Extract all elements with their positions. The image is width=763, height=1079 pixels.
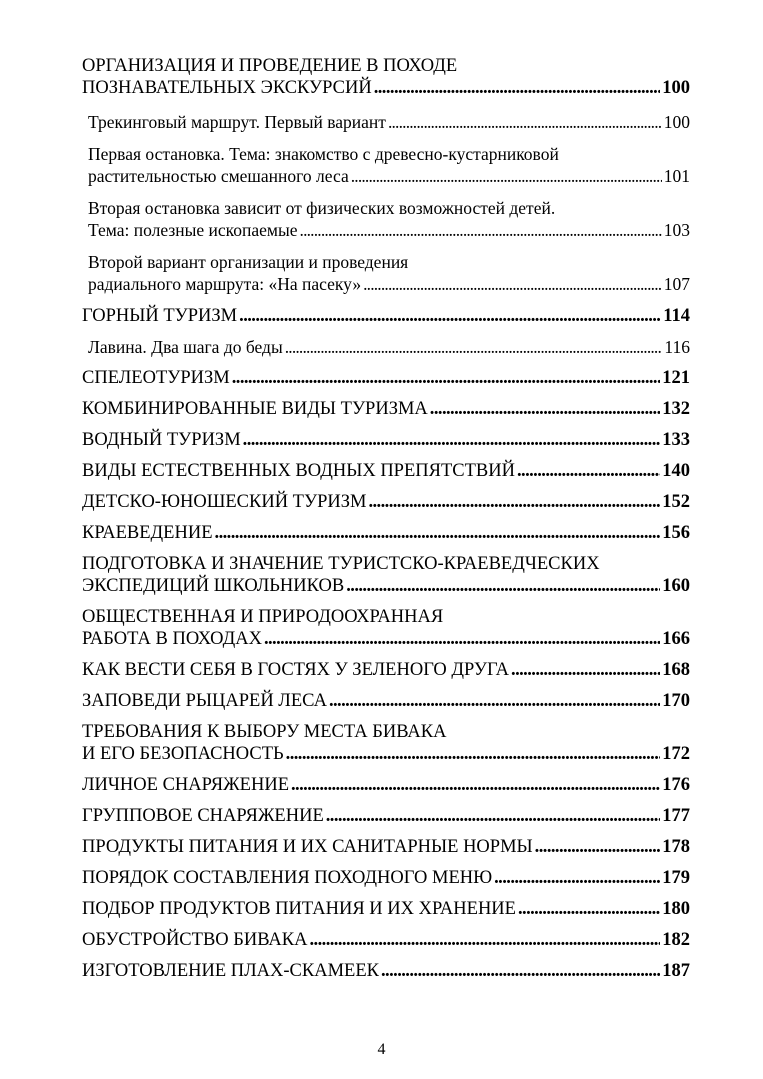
- dot-leader: [326, 805, 661, 827]
- toc-entry[interactable]: [82, 429, 690, 451]
- table-of-contents: [82, 55, 690, 982]
- toc-entry-title-line: Первая остановка. Тема: знакомство с древесно-кустарниковой: [88, 144, 559, 164]
- toc-page-number: 116: [664, 337, 690, 357]
- toc-page-number: 121: [662, 368, 690, 388]
- toc-entry-title: ЗАПОВЕДИ РЫЦАРЕЙ ЛЕСА: [82, 691, 327, 711]
- dot-leader: [388, 111, 662, 133]
- toc-entry-title: растительностью смешанного леса: [88, 166, 349, 186]
- toc-entry-title-line: Второй вариант организации и проведения: [88, 252, 409, 272]
- toc-entry[interactable]: [82, 659, 690, 681]
- dot-leader: [381, 960, 660, 982]
- toc-entry[interactable]: [82, 805, 690, 827]
- toc-entry-title: И ЕГО БЕЗОПАСНОСТЬ: [82, 744, 284, 764]
- toc-entry-title: ВОДНЫЙ ТУРИЗМ: [82, 430, 241, 450]
- toc-page-number: 103: [663, 220, 690, 240]
- dot-leader: [494, 867, 660, 889]
- toc-entry[interactable]: [82, 867, 690, 889]
- toc-entry[interactable]: [82, 305, 690, 327]
- toc-entry[interactable]: [82, 367, 690, 389]
- dot-leader: [215, 522, 661, 544]
- toc-subentry[interactable]: [82, 143, 690, 187]
- toc-subentry[interactable]: [82, 336, 690, 358]
- dot-leader: [368, 491, 660, 513]
- dot-leader: [430, 398, 660, 420]
- toc-page-number: 172: [662, 744, 690, 764]
- toc-entry-title-line: ПОДГОТОВКА И ЗНАЧЕНИЕ ТУРИСТСКО-КРАЕВЕДЧЕСКИХ: [82, 554, 600, 574]
- dot-leader: [346, 575, 660, 597]
- toc-entry-title: ПОЗНАВАТЕЛЬНЫХ ЭКСКУРСИЙ: [82, 78, 372, 98]
- dot-leader: [363, 273, 662, 295]
- toc-entry[interactable]: [82, 606, 690, 650]
- page-number: 4: [377, 1041, 386, 1058]
- dot-leader: [264, 628, 660, 650]
- toc-page-number: 152: [662, 492, 690, 512]
- toc-entry-title: ПОРЯДОК СОСТАВЛЕНИЯ ПОХОДНОГО МЕНЮ: [82, 868, 493, 888]
- toc-entry[interactable]: [82, 553, 690, 597]
- toc-page-number: 140: [662, 461, 690, 481]
- toc-subentry[interactable]: [82, 197, 690, 241]
- toc-entry[interactable]: [82, 491, 690, 513]
- toc-entry-title: ГОРНЫЙ ТУРИЗМ: [82, 306, 238, 326]
- toc-page-number: 170: [662, 691, 690, 711]
- toc-entry-title: КОМБИНИРОВАННЫЕ ВИДЫ ТУРИЗМА: [82, 399, 428, 419]
- toc-entry-title: ДЕТСКО-ЮНОШЕСКИЙ ТУРИЗМ: [82, 492, 367, 512]
- toc-page-number: 101: [663, 166, 690, 186]
- toc-entry-title-line: ОБЩЕСТВЕННАЯ И ПРИРОДООХРАННАЯ: [82, 607, 444, 627]
- toc-entry[interactable]: [82, 721, 690, 765]
- toc-entry-title: ПРОДУКТЫ ПИТАНИЯ И ИХ САНИТАРНЫЕ НОРМЫ: [82, 837, 533, 857]
- dot-leader: [232, 367, 661, 389]
- toc-entry-title-line: Вторая остановка зависит от физических возможностей детей.: [88, 198, 556, 218]
- dot-leader: [285, 336, 663, 358]
- toc-page-number: 182: [662, 930, 690, 950]
- toc-entry-title: ЭКСПЕДИЦИЙ ШКОЛЬНИКОВ: [82, 576, 345, 596]
- toc-page-number: 177: [662, 806, 690, 826]
- toc-entry-title: КРАЕВЕДЕНИЕ: [82, 523, 213, 543]
- dot-leader: [517, 460, 660, 482]
- toc-page-number: 132: [662, 399, 690, 419]
- dot-leader: [329, 690, 660, 712]
- toc-entry-title: РАБОТА В ПОХОДАХ: [82, 629, 262, 649]
- toc-subentry[interactable]: [82, 251, 690, 295]
- toc-entry-title: ВИДЫ ЕСТЕСТВЕННЫХ ВОДНЫХ ПРЕПЯТСТВИЙ: [82, 461, 515, 481]
- dot-leader: [291, 774, 660, 796]
- toc-entry-title: Лавина. Два шага до беды: [88, 337, 283, 357]
- toc-page-number: 178: [662, 837, 690, 857]
- toc-entry-title: ПОДБОР ПРОДУКТОВ ПИТАНИЯ И ИХ ХРАНЕНИЕ: [82, 899, 516, 919]
- toc-page-number: 160: [662, 576, 690, 596]
- dot-leader: [286, 743, 661, 765]
- toc-entry[interactable]: [82, 929, 690, 951]
- toc-entry-title: ОБУСТРОЙСТВО БИВАКА: [82, 930, 308, 950]
- toc-page-number: 107: [663, 274, 690, 294]
- toc-entry[interactable]: [82, 960, 690, 982]
- toc-page-number: 156: [662, 523, 690, 543]
- toc-entry[interactable]: [82, 55, 690, 99]
- toc-page-number: 180: [662, 899, 690, 919]
- toc-entry-title: КАК ВЕСТИ СЕБЯ В ГОСТЯХ У ЗЕЛЕНОГО ДРУГА: [82, 660, 510, 680]
- dot-leader: [351, 165, 662, 187]
- dot-leader: [310, 929, 661, 951]
- toc-entry-title: ЛИЧНОЕ СНАРЯЖЕНИЕ: [82, 775, 289, 795]
- toc-entry-title: ИЗГОТОВЛЕНИЕ ПЛАХ-СКАМЕЕК: [82, 961, 379, 981]
- toc-page-number: 179: [662, 868, 690, 888]
- toc-entry-title: СПЕЛЕОТУРИЗМ: [82, 368, 230, 388]
- toc-entry-title: Трекинговый маршрут. Первый вариант: [88, 112, 386, 132]
- dot-leader: [511, 659, 660, 681]
- dot-leader: [535, 836, 661, 858]
- toc-page-number: 166: [662, 629, 690, 649]
- toc-entry-title-line: ТРЕБОВАНИЯ К ВЫБОРУ МЕСТА БИВАКА: [82, 722, 447, 742]
- toc-page-number: 133: [662, 430, 690, 450]
- dot-leader: [239, 305, 661, 327]
- toc-page-number: 176: [662, 775, 690, 795]
- toc-page-number: 114: [663, 306, 690, 326]
- toc-subentry[interactable]: [82, 111, 690, 133]
- toc-entry[interactable]: [82, 460, 690, 482]
- dot-leader: [374, 77, 661, 99]
- toc-entry[interactable]: [82, 690, 690, 712]
- toc-page-number: 100: [662, 78, 690, 98]
- toc-entry[interactable]: [82, 522, 690, 544]
- toc-page-number: 100: [663, 112, 690, 132]
- toc-page-number: 168: [662, 660, 690, 680]
- toc-entry-title: радиального маршрута: «На пасеку»: [88, 274, 362, 294]
- toc-entry-title: Тема: полезные ископаемые: [88, 220, 298, 240]
- toc-entry[interactable]: [82, 398, 690, 420]
- toc-entry[interactable]: [82, 774, 690, 796]
- toc-entry-title: ГРУППОВОЕ СНАРЯЖЕНИЕ: [82, 806, 324, 826]
- toc-entry[interactable]: [82, 836, 690, 858]
- dot-leader: [518, 898, 660, 920]
- toc-entry[interactable]: [82, 898, 690, 920]
- toc-page-number: 187: [662, 961, 690, 981]
- dot-leader: [300, 219, 662, 241]
- toc-entry-title-line: ОРГАНИЗАЦИЯ И ПРОВЕДЕНИЕ В ПОХОДЕ: [82, 56, 458, 76]
- dot-leader: [243, 429, 661, 451]
